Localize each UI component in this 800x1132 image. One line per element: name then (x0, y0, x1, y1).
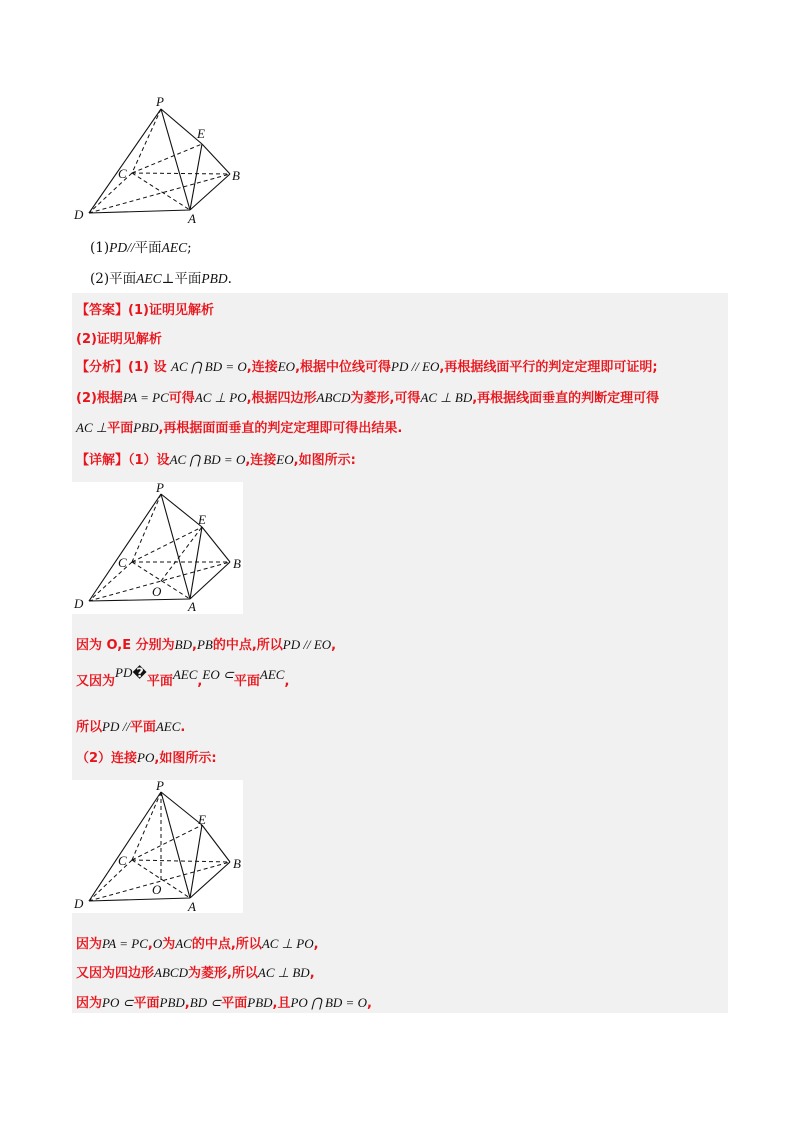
analysis-line-3: AC ⊥平面PBD,再根据面面垂直的判定定理即可得出结果. (76, 420, 403, 436)
vertex-label-a: A (188, 899, 196, 914)
vertex-label-p: P (156, 94, 164, 109)
detail-step-5: 又因为四边形ABCD为菱形,所以AC ⊥ BD, (76, 965, 315, 981)
pyramid-figure-3 (72, 780, 244, 914)
vertex-label-o: O (152, 584, 162, 599)
vertex-label-e: E (198, 512, 206, 527)
vertex-label-a: A (188, 599, 196, 614)
detail-step-1: 因为 O,E 分别为BD,PB的中点,所以PD // EO, (76, 637, 337, 653)
vertex-label-e: E (198, 812, 206, 827)
vertex-label-d: D (74, 207, 84, 222)
vertex-label-p: P (156, 780, 164, 793)
pyramid-figure-1 (72, 92, 252, 227)
detail-step-3: 所以PD //平面AEC. (76, 719, 186, 735)
vertex-label-c: C (118, 853, 127, 868)
question-2: (2)平面AEC⊥平面PBD. (90, 271, 232, 287)
detail-step-2: 又因为PD�平面AEC,EO ⊂平面AEC, (76, 665, 290, 689)
vertex-label-p: P (156, 482, 164, 495)
question-1: (1)PD//平面AEC; (90, 240, 192, 256)
vertex-label-b: B (232, 168, 240, 183)
vertex-label-e: E (197, 126, 205, 141)
answer-line-2: (2)证明见解析 (76, 332, 162, 347)
vertex-label-a: A (188, 211, 196, 226)
vertex-label-o: O (152, 882, 162, 897)
vertex-label-c: C (118, 166, 127, 181)
vertex-label-d: D (74, 596, 84, 611)
detail-part-2: （2）连接PO,如图所示: (76, 750, 217, 766)
vertex-label-b: B (233, 856, 241, 871)
vertex-label-c: C (118, 555, 127, 570)
vertex-label-b: B (233, 556, 241, 571)
pyramid-figure-2 (72, 482, 244, 614)
detail-step-4: 因为PA = PC,O为AC的中点,所以AC ⊥ PO, (76, 936, 319, 952)
vertex-label-d: D (74, 896, 84, 911)
detail-line-1: 【详解】（1）设AC ⋂ BD = O,连接EO,如图所示: (76, 452, 356, 468)
detail-step-6: 因为PO ⊂平面PBD,BD ⊂平面PBD,且PO ⋂ BD = O, (76, 995, 372, 1011)
analysis-line-1: 【分析】(1) 设 AC ⋂ BD = O,连接EO,根据中位线可得PD // EO,再根据线面平行的判定定理即可证明; (76, 359, 658, 375)
analysis-line-2: (2)根据PA = PC可得AC ⊥ PO,根据四边形ABCD为菱形,可得AC ⊥ BD,再根据线面垂直的判断定理可得 (76, 390, 660, 406)
answer-line-1: 【答案】(1)证明见解析 (76, 303, 214, 318)
